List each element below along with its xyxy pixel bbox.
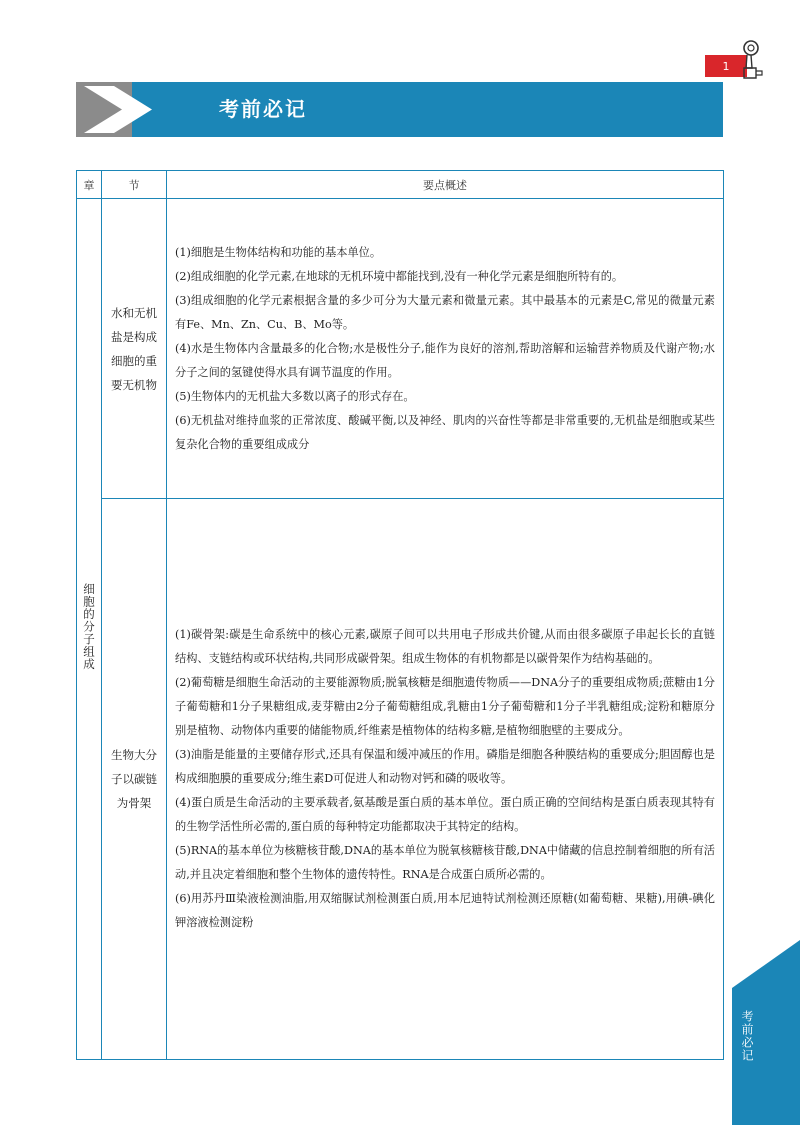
point-item: (3)组成细胞的化学元素根据含量的多少可分为大量元素和微量元素。其中最基本的元素是C,常见的微量元素有Fe、Mn、Zn、Cu、B、Mo等。 xyxy=(175,293,715,331)
section-cell xyxy=(102,499,167,1060)
point-item: (2)葡萄糖是细胞生命活动的主要能源物质;脱氧核糖是细胞遗传物质——DNA分子的重要组成物质;蔗糖由1分子葡萄糖和1分子果糖组成,麦芽糖由2分子葡萄糖组成,乳糖由1分子葡萄糖和1分子半乳糖组成;淀粉和糖原分别是植物、动物体内重要的储能物质,纤维素是植物体的结构多糖,是植物细胞壁的主要成分。 xyxy=(175,676,715,737)
header-chapter: 章 xyxy=(77,171,102,199)
point-item: (5)RNA的基本单位为核糖核苷酸,DNA的基本单位为脱氧核糖核苷酸,DNA中储藏的信息控制着细胞的所有活动,并且决定着细胞和整个生物体的遗传特性。RNA是合成蛋白质所必需的。 xyxy=(175,844,715,881)
table-row xyxy=(77,499,724,1060)
point-item: (1)碳骨架:碳是生命系统中的核心元素,碳原子间可以共用电子形成共价键,从而由很多碳原子串起长长的直链结构、支链结构或环状结构,共同形成碳骨架。组成生物体的有机物都是以碳骨架作为结构基础的。 xyxy=(175,628,715,665)
section-cell xyxy=(102,199,167,499)
header-banner xyxy=(76,82,723,137)
chapter-cell xyxy=(77,199,102,1060)
page-number: 1 xyxy=(705,55,747,77)
header-points: 要点概述 xyxy=(167,171,724,199)
point-item: (1)细胞是生物体结构和功能的基本单位。 xyxy=(175,245,382,259)
point-item: (6)无机盐对维持血浆的正常浓度、酸碱平衡,以及神经、肌肉的兴奋性等都是非常重要的,无机盐是细胞或某些复杂化合物的重要组成成分 xyxy=(175,413,715,451)
section-name: 生物大分子以碳链为骨架 xyxy=(111,748,157,810)
pin-icon xyxy=(738,38,768,86)
chapter-name: 细胞的分子组成 xyxy=(82,583,96,671)
point-item: (6)用苏丹Ⅲ染液检测油脂,用双缩脲试剂检测蛋白质,用本尼迪特试剂检测还原糖(如葡萄糖、果糖),用碘-碘化钾溶液检测淀粉 xyxy=(175,892,715,929)
point-item: (2)组成细胞的化学元素,在地球的无机环境中都能找到,没有一种化学元素是细胞所特有的。 xyxy=(175,269,624,283)
section-name: 水和无机盐是构成细胞的重要无机物 xyxy=(111,305,157,392)
header-section: 节 xyxy=(102,171,167,199)
point-item: (4)水是生物体内含量最多的化合物;水是极性分子,能作为良好的溶剂,帮助溶解和运输营养物质及代谢产物;水分子之间的氢键使得水具有调节温度的作用。 xyxy=(175,341,715,379)
points-cell xyxy=(167,199,724,499)
points-cell xyxy=(167,499,724,1060)
table-row xyxy=(77,199,724,499)
table-header-row xyxy=(77,171,724,199)
point-item: (3)油脂是能量的主要储存形式,还具有保温和缓冲减压的作用。磷脂是细胞各种膜结构的重要成分;胆固醇也是构成细胞膜的重要成分;维生素D可促进人和动物对钙和磷的吸收等。 xyxy=(175,748,715,785)
point-item: (4)蛋白质是生命活动的主要承载者,氨基酸是蛋白质的基本单位。蛋白质正确的空间结构是蛋白质表现其特有的生物学活性所必需的,蛋白质的每种特定功能都取决于其特定的结构。 xyxy=(175,796,715,833)
chevron-icon xyxy=(76,82,206,137)
point-item: (5)生物体内的无机盐大多数以离子的形式存在。 xyxy=(175,389,415,403)
summary-table xyxy=(76,170,724,1060)
page-title: 考前必记 xyxy=(219,97,307,121)
side-tab-label: 考前必记 xyxy=(740,1010,754,1062)
